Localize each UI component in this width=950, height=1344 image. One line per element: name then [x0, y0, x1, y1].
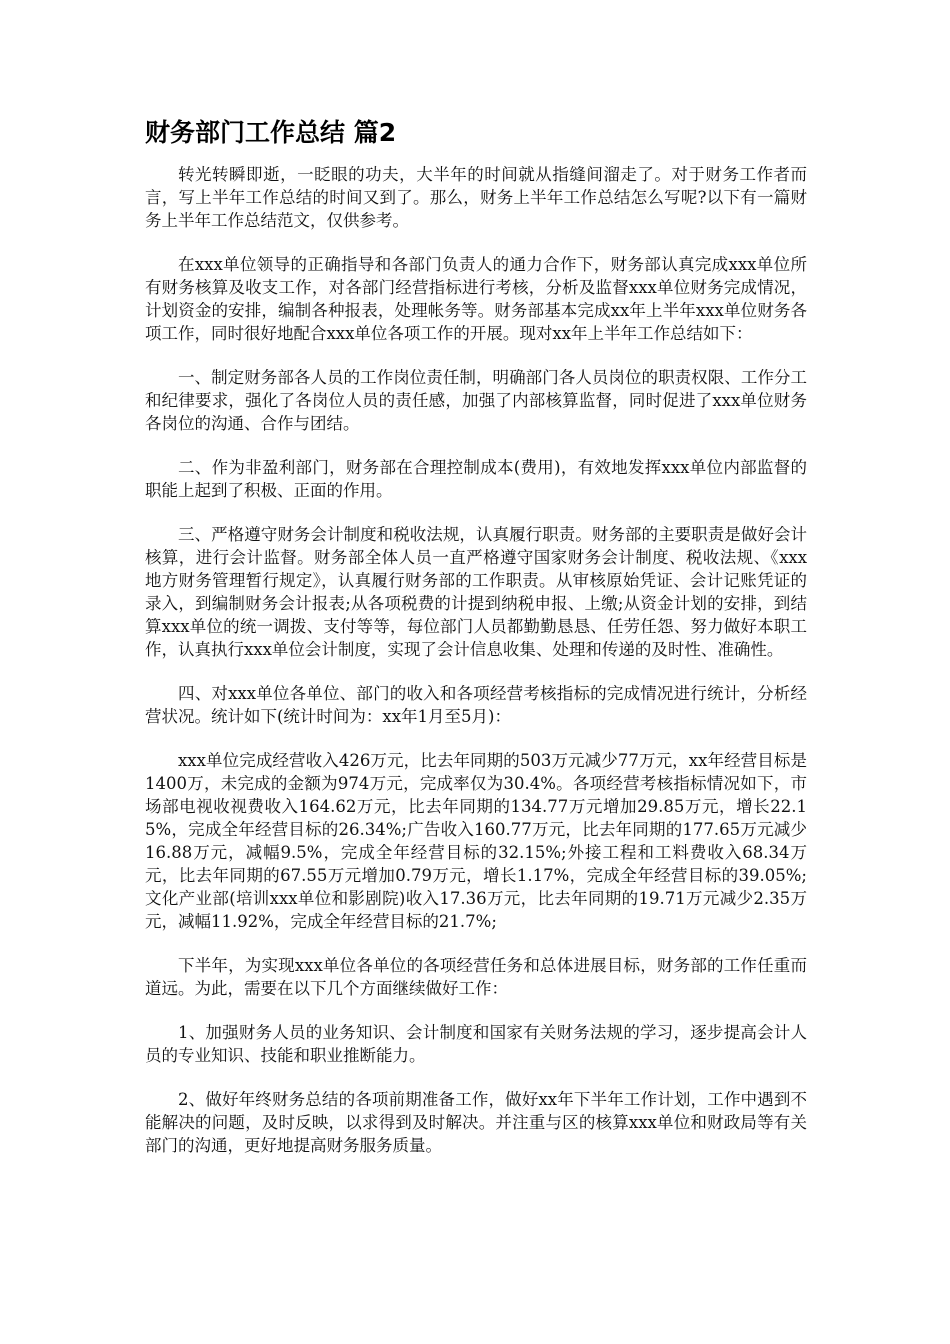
paragraph-item-2: 二、作为非盈利部门，财务部在合理控制成本(费用)，有效地发挥xxx单位内部监督的职能上起到了积极、正面的作用。: [145, 458, 807, 500]
paragraph-item-4: 四、对xxx单位各单位、部门的收入和各项经营考核指标的完成情况进行统计，分析经营状况。统计如下(统计时间为：xx年1月至5月)：: [145, 684, 807, 726]
paragraph-overview: 在xxx单位领导的正确指导和各部门负责人的通力合作下，财务部认真完成xxx单位所有财务核算及收支工作，对各部门经营指标进行考核，分析及监督xxx单位财务完成情况，计划资金的安排，编制各种报表，处理帐务等。财务部基本完成xx年上半年xxx单位财务各项工作，同时很好地配合xxx单位各项工作的开展。现对xx年上半年工作总结如下：: [145, 255, 807, 343]
paragraph-plan-1: 1、加强财务人员的业务知识、会计制度和国家有关财务法规的学习，逐步提高会计人员的专业知识、技能和职业推断能力。: [145, 1023, 807, 1065]
document-title: 财务部门工作总结 篇2: [145, 118, 397, 147]
paragraph-statistics: xxx单位完成经营收入426万元，比去年同期的503万元减少77万元，xx年经营目标是1400万，未完成的金额为974万元，完成率仅为30.4%。各项经营考核指标情况如下，市场部电视收视费收入164.62万元，比去年同期的134.77万元增加29.85万元，增长22.15%，完成全年经营目标的26.34%;广告收入160.77万元，比去年同期的177.65万元减少16.88万元，减幅9.5%，完成全年经营目标的32.15%;外接工程和工料费收入68.34万元，比去年同期的67.55万元增加0.79万元，增长1.17%，完成全年经营目标的39.05%;文化产业部(培训xxx单位和影剧院)收入17.36万元，比去年同期的19.71万元减少2.35万元，减幅11.92%，完成全年经营目标的21.7%;: [145, 751, 807, 931]
paragraph-second-half: 下半年，为实现xxx单位各单位的各项经营任务和总体进展目标，财务部的工作任重而道远。为此，需要在以下几个方面继续做好工作：: [145, 956, 807, 998]
paragraph-item-3: 三、严格遵守财务会计制度和税收法规，认真履行职责。财务部的主要职责是做好会计核算，进行会计监督。财务部全体人员一直严格遵守国家财务会计制度、税收法规、《xxx地方财务管理暂行规定》，认真履行财务部的工作职责。从审核原始凭证、会计记账凭证的录入，到编制财务会计报表;从各项税费的计提到纳税申报、上缴;从资金计划的安排，到结算xxx单位的统一调拨、支付等等，每位部门人员都勤勤恳恳、任劳任怨、努力做好本职工作，认真执行xxx单位会计制度，实现了会计信息收集、处理和传递的及时性、准确性。: [145, 525, 807, 659]
paragraph-intro: 转光转瞬即逝，一眨眼的功夫，大半年的时间就从指缝间溜走了。对于财务工作者而言，写上半年工作总结的时间又到了。那么，财务上半年工作总结怎么写呢?以下有一篇财务上半年工作总结范文，仅供参考。: [145, 165, 807, 230]
document-body: [145, 163, 807, 1178]
paragraph-item-1: 一、制定财务部各人员的工作岗位责任制，明确部门各人员岗位的职责权限、工作分工和纪律要求，强化了各岗位人员的责任感，加强了内部核算监督，同时促进了xxx单位财务各岗位的沟通、合作与团结。: [145, 368, 807, 433]
paragraph-plan-2: 2、做好年终财务总结的各项前期准备工作，做好xx年下半年工作计划，工作中遇到不能解决的问题，及时反映，以求得到及时解决。并注重与区的核算xxx单位和财政局等有关部门的沟通，更好地提高财务服务质量。: [145, 1090, 807, 1155]
